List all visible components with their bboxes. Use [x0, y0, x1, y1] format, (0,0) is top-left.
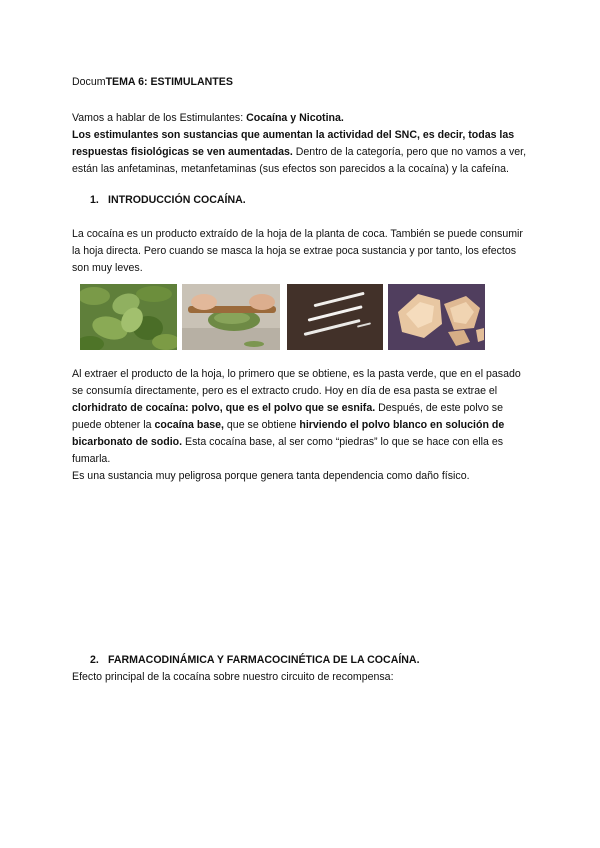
document-title: [72, 74, 532, 91]
photo-strip: [80, 284, 490, 350]
intro-text-a: Vamos a hablar de los Estimulantes:: [72, 112, 247, 124]
p2-text-d: cocaína base,: [154, 419, 224, 431]
section-1-paragraph-2: [72, 366, 532, 485]
cocaine-base-image: [388, 284, 485, 350]
title-prefix: Docum: [72, 76, 106, 88]
cocaine-base-photo: [388, 284, 485, 350]
intro-bold-definition: Los estimulantes son sustancias que aumentan la actividad del SNC, es decir, todas las respuestas fisiológicas se ven aumentadas.: [72, 129, 515, 158]
coca-paste-image: [182, 284, 280, 350]
section-1-number: 1.: [90, 194, 99, 206]
title-text: TEMA 6: ESTIMULANTES: [105, 76, 233, 88]
intro-rest: Dentro de la categoría, pero que no vamos a ver, están las anfetaminas, metanfetaminas (sus efectos son parecidos a la cocaína) y la cafeína.: [72, 146, 527, 175]
coca-leaves-photo: [80, 284, 177, 350]
p2-text-b: clorhidrato de cocaína: polvo, que es el polvo que se esnifa.: [72, 402, 376, 414]
cocaine-powder-image: [287, 284, 383, 350]
coca-paste-photo: [182, 284, 280, 350]
intro-text-b: Cocaína y Nicotina.: [246, 112, 344, 124]
section-2-number: 2.: [90, 654, 99, 666]
intro-paragraph: [72, 110, 532, 178]
coca-leaves-image: [80, 284, 177, 350]
cocaine-powder-photo: [287, 284, 383, 350]
p2-text-g: Esta cocaína base, al ser como “piedras” lo que se hace con ella es fumarla.: [72, 436, 504, 465]
section-1-paragraph-3: Es una sustancia muy peligrosa porque genera tanta dependencia como daño físico.: [72, 470, 470, 482]
section-2-heading: [90, 652, 420, 669]
section-1-heading: [90, 192, 246, 209]
section-2-title: FARMACODINÁMICA Y FARMACOCINÉTICA DE LA COCAÍNA.: [108, 654, 420, 666]
p2-text-e: que se obtiene: [223, 419, 300, 431]
p2-text-f: hirviendo el polvo blanco en solución de bicarbonato de sodio.: [72, 419, 505, 448]
section-2-paragraph-1: Efecto principal de la cocaína sobre nuestro circuito de recompensa:: [72, 671, 394, 683]
p2-text-a: Al extraer el producto de la hoja, lo primero que se obtiene, es la pasta verde, que en el pasado se consumía directamente, pero es el extracto crudo. Hoy en día de esa pasta se extrae el: [72, 368, 521, 397]
section-1-paragraph-1: La cocaína es un producto extraído de la hoja de la planta de coca. También se puede consumir la hoja directa. Pero cuando se masca la hoja se extrae poca sustancia y por tanto, los efectos son muy leves.: [72, 228, 523, 274]
section-1-title: INTRODUCCIÓN COCAÍNA.: [108, 194, 246, 206]
p2-text-c: Después, de este polvo se puede obtener la: [72, 402, 503, 431]
